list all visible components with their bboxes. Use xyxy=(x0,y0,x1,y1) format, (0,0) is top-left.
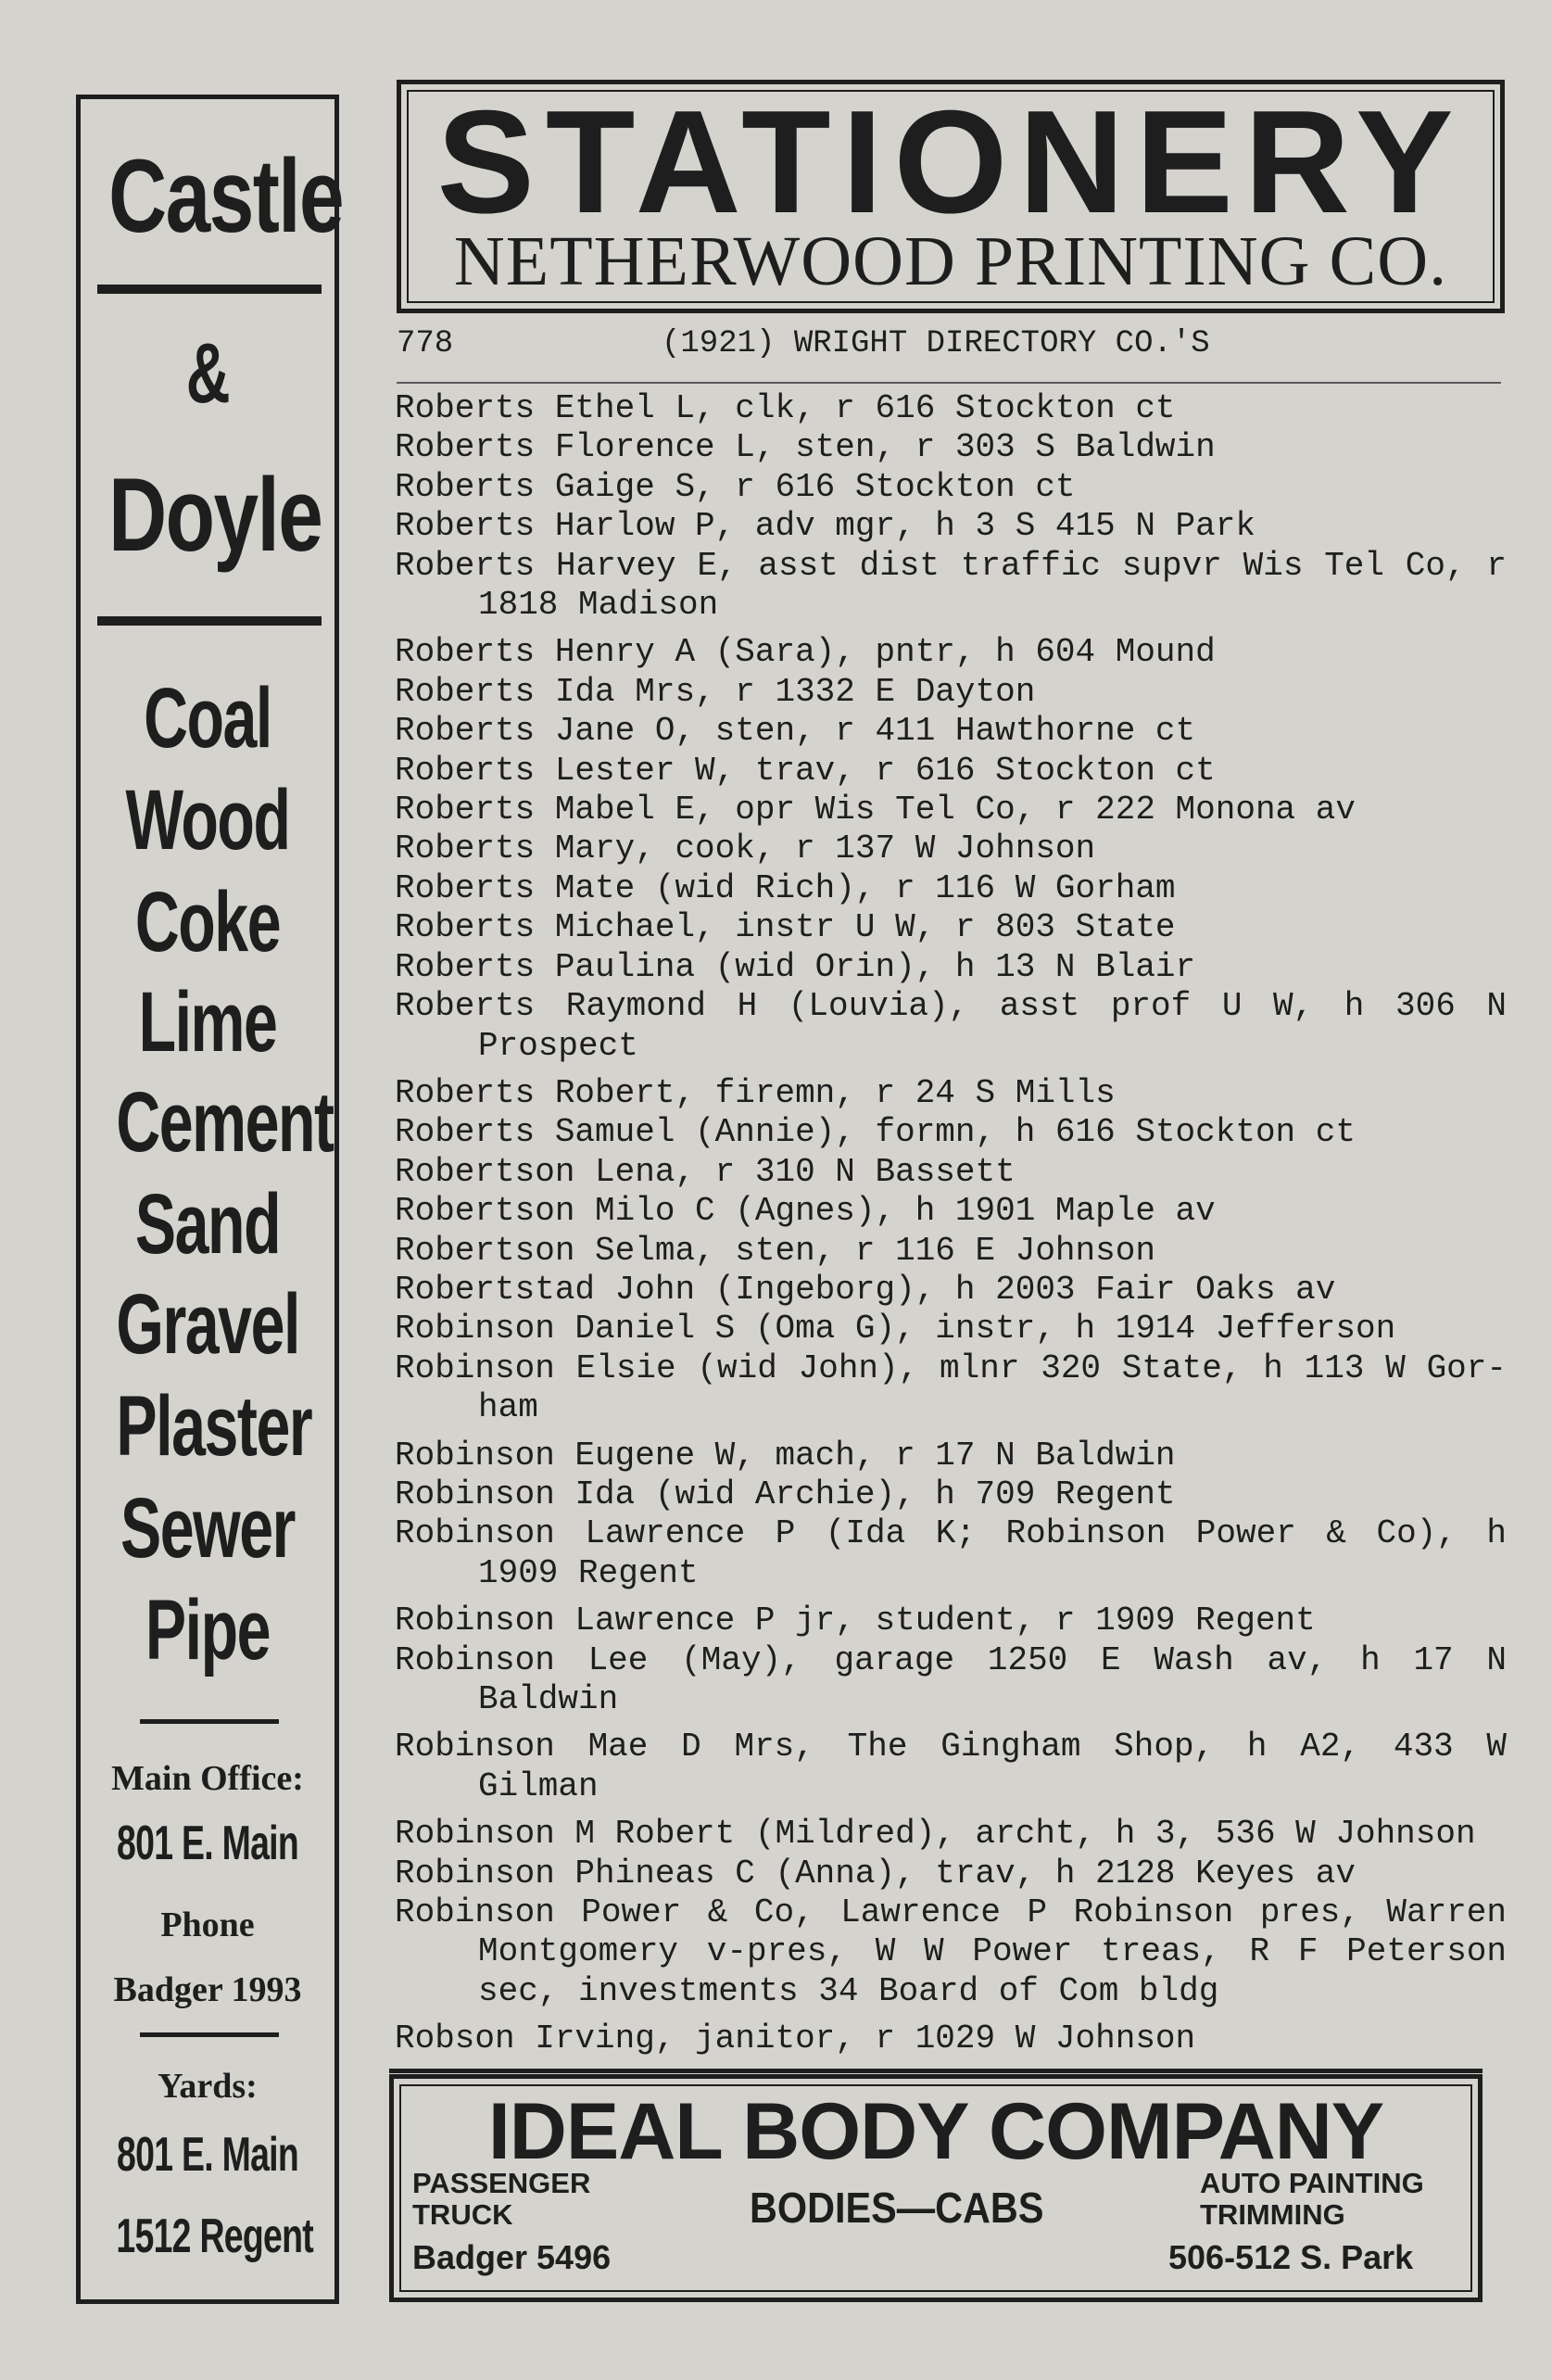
directory-entry: Roberts Samuel (Annie), formn, h 616 Stockton ct xyxy=(395,1113,1356,1152)
yard-address: 801 E. Main xyxy=(116,2128,298,2182)
castle-doyle-ad xyxy=(76,95,343,2304)
ad-product: Sand xyxy=(134,1177,281,1272)
directory-entry: Roberts Lester W, trav, r 616 Stockton ct xyxy=(395,751,1216,790)
directory-entry: Robinson Eugene W, mach, r 17 N Baldwin xyxy=(395,1436,1176,1475)
ad-product: Coke xyxy=(134,875,281,969)
directory-entry: Roberts Robert, firemn, r 24 S Mills xyxy=(395,1073,1116,1112)
directory-entry: Roberts Harvey E, asst dist traffic supvr Wis Tel Co, r 1818 Madison xyxy=(395,546,1507,625)
directory-entry: Robinson Elsie (wid John), mlnr 320 State, h 113 W Gor-ham xyxy=(395,1348,1507,1427)
directory-entry: Roberts Paulina (wid Orin), h 13 N Blair xyxy=(395,947,1196,986)
stationery-ad xyxy=(397,80,1505,313)
ad-ampersand: & xyxy=(185,326,230,421)
directory-entry: Robinson M Robert (Mildred), archt, h 3, 536 W Johnson xyxy=(395,1815,1476,1854)
ad-product: Gravel xyxy=(116,1277,299,1372)
ad-right-line: TRIMMING xyxy=(1200,2198,1345,2231)
directory-entry: Robertstad John (Ingeborg), h 2003 Fair Oaks av xyxy=(395,1270,1336,1309)
ideal-company-name: IDEAL BODY COMPANY xyxy=(487,2087,1384,2176)
ad-left-text xyxy=(412,2168,590,2231)
ad-address: 506-512 S. Park xyxy=(1168,2238,1414,2276)
ad-product: Coal xyxy=(144,671,271,766)
directory-entry: Roberts Ethel L, clk, r 616 Stockton ct xyxy=(395,389,1176,427)
directory-entry: Robertson Selma, sten, r 116 E Johnson xyxy=(395,1231,1155,1270)
directory-entry: Roberts Mabel E, opr Wis Tel Co, r 222 Monona av xyxy=(395,791,1356,829)
ad-product: Cement xyxy=(116,1075,334,1170)
yard-address: 1512 Regent xyxy=(116,2209,314,2263)
ad-bodies-cabs: BODIES—CABS xyxy=(750,2184,1044,2232)
ad-right-text xyxy=(1200,2168,1424,2231)
phone-number: Badger 1993 xyxy=(113,1970,302,2009)
ad-name-doyle: Doyle xyxy=(108,457,322,573)
ad-right-line: AUTO PAINTING xyxy=(1200,2167,1424,2199)
directory-entry: Robinson Ida (wid Archie), h 709 Regent xyxy=(395,1475,1176,1513)
directory-entry: Roberts Michael, instr U W, r 803 State xyxy=(395,908,1176,947)
printing-company-name: NETHERWOOD PRINTING CO. xyxy=(453,222,1448,300)
directory-entry: Roberts Harlow P, adv mgr, h 3 S 415 N Park xyxy=(395,507,1255,546)
ad-product: Pipe xyxy=(145,1583,271,1677)
directory-entry: Robinson Daniel S (Oma G), instr, h 1914 Jefferson xyxy=(395,1310,1396,1348)
directory-entry: Robinson Lee (May), garage 1250 E Wash av, h 17 N Baldwin xyxy=(395,1640,1507,1718)
directory-entry: Robertson Milo C (Agnes), h 1901 Maple av xyxy=(395,1192,1216,1231)
ad-product: Plaster xyxy=(116,1379,312,1474)
header-rule xyxy=(397,382,1501,384)
directory-entry: Robinson Lawrence P jr, student, r 1909 Regent xyxy=(395,1601,1316,1640)
yards-label: Yards: xyxy=(158,2067,258,2106)
ad-phone: Badger 5496 xyxy=(412,2238,612,2276)
directory-entry: Roberts Mate (wid Rich), r 116 W Gorham xyxy=(395,868,1176,907)
directory-entry: Robertson Lena, r 310 N Bassett xyxy=(395,1152,1016,1191)
directory-entry: Robson Irving, janitor, r 1029 W Johnson xyxy=(395,2019,1196,2058)
ad-name-castle: Castle xyxy=(108,138,343,254)
page-number: 778 xyxy=(397,326,454,361)
ad-product: Wood xyxy=(125,773,290,867)
directory-entry: Roberts Mary, cook, r 137 W Johnson xyxy=(395,829,1096,868)
ad-left-line: TRUCK xyxy=(412,2198,513,2231)
ad-product: Lime xyxy=(138,975,277,1070)
directory-entry: Roberts Henry A (Sara), pntr, h 604 Mound xyxy=(395,633,1216,672)
ad-product: Sewer xyxy=(120,1481,295,1576)
ad-divider xyxy=(97,616,322,626)
directory-entry: Robinson Power & Co, Lawrence P Robinson pres, Warren Montgomery v-pres, W W Power treas, R F Peterson sec, investments 34 Board of Com bldg xyxy=(395,1893,1507,2010)
main-office-label: Main Office: xyxy=(111,1759,304,1798)
main-office-address: 801 E. Main xyxy=(116,1817,298,1870)
bottom-ad-rule xyxy=(389,2069,1483,2073)
phone-label: Phone xyxy=(160,1905,255,1944)
directory-entry: Roberts Ida Mrs, r 1332 E Dayton xyxy=(395,672,1036,711)
directory-entry: Robinson Phineas C (Anna), trav, h 2128 Keyes av xyxy=(395,1854,1356,1893)
ad-left-line: PASSENGER xyxy=(412,2167,591,2199)
directory-entry: Roberts Florence L, sten, r 303 S Baldwin xyxy=(395,428,1216,467)
directory-entry: Robinson Mae D Mrs, The Gingham Shop, h A2, 433 W Gilman xyxy=(395,1728,1507,1805)
ad-divider xyxy=(97,285,322,294)
directory-entry: Roberts Jane O, sten, r 411 Hawthorne ct xyxy=(395,712,1196,751)
stationery-headline: STATIONERY xyxy=(436,81,1465,244)
directory-title: (1921) WRIGHT DIRECTORY CO.'S xyxy=(662,326,1210,361)
directory-entry: Robinson Lawrence P (Ida K; Robinson Power & Co), h 1909 Regent xyxy=(395,1514,1507,1592)
directory-listings xyxy=(395,389,1507,2059)
ad-divider xyxy=(140,2032,279,2037)
directory-entry: Roberts Gaige S, r 616 Stockton ct xyxy=(395,467,1076,506)
ad-divider xyxy=(140,1719,279,1724)
directory-entry: Roberts Raymond H (Louvia), asst prof U W, h 306 N Prospect xyxy=(395,987,1507,1065)
ideal-body-company-ad xyxy=(389,2074,1483,2302)
